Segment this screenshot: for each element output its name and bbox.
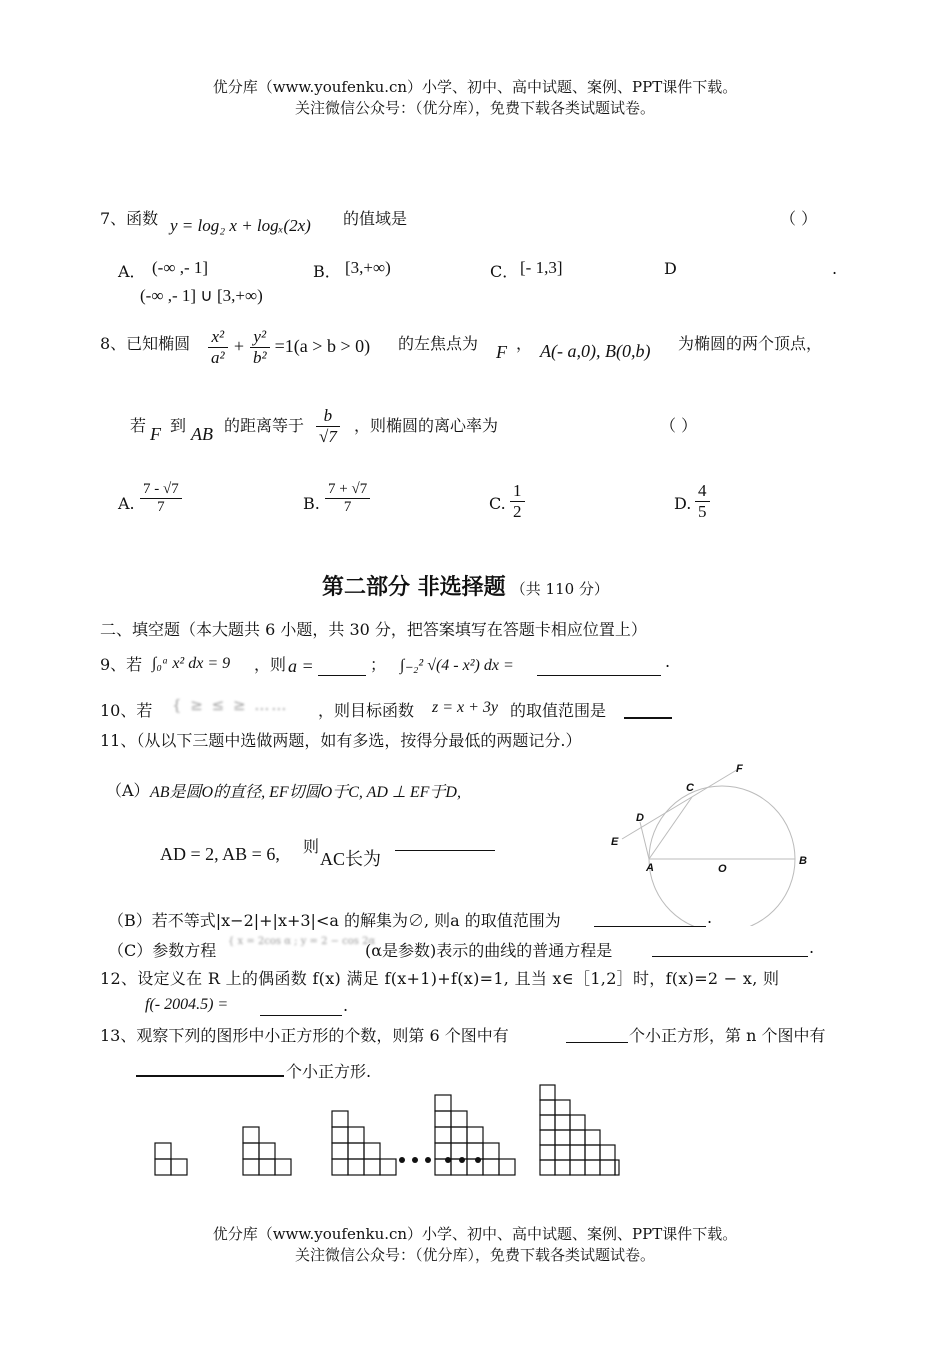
q12-line2: f(- 2004.5) = [145, 996, 229, 1013]
staircase-figure-3 [332, 1111, 396, 1175]
q8-option-d-label: D. [674, 494, 692, 513]
q8-option-a-label: A. [118, 494, 135, 513]
q10-blank[interactable] [624, 703, 672, 719]
q7-prefix: 7、函数 [100, 209, 159, 228]
q9-prefix: 9、若 [100, 655, 143, 674]
q11-b-blank[interactable] [594, 912, 706, 927]
q11-b-text: （B）若不等式|x−2|+|x+3|<a 的解集为∅, 则a 的取值范围为 [108, 911, 561, 930]
q11-a-then: 则 [303, 837, 320, 856]
q11-intro: 11、（从以下三题中选做两题，如有多选，按得分最低的两题记分.） [100, 731, 582, 750]
q9-integral1: ∫₀ᵃ x² dx = 9 [152, 655, 231, 672]
q11-c-blank[interactable] [652, 942, 808, 957]
label-a: A [646, 862, 654, 874]
q11-c-system: { x = 2cos α ; y = 2 − cos 2α [228, 936, 376, 947]
q11-a-blank[interactable] [395, 836, 495, 851]
staircase-figures [150, 1080, 620, 1180]
q9-blank-a[interactable] [318, 660, 366, 676]
footer-line-2: 关注微信公众号：（优分库），免费下载各类试题试卷。 [294, 1246, 655, 1264]
q12-blank[interactable] [260, 1000, 342, 1016]
staircase-figure-2 [243, 1127, 291, 1175]
staircase-figure-4 [435, 1095, 515, 1175]
header-line-2: 关注微信公众号：（优分库），免费下载各类试题试卷。 [294, 99, 655, 117]
q11-a-line2: AD = 2, AB = 6, [160, 844, 280, 864]
q8-mid: 的左焦点为 [398, 334, 479, 353]
label-b: B [799, 855, 807, 867]
q8-line2-prefix: 若 [130, 416, 147, 435]
q10-suffix: 的取值范围是 [510, 701, 607, 720]
q9-then: ，则 [254, 655, 287, 674]
section2-heading: 二、填空题（本大题共 6 小题，共 30 分，把答案填写在答题卡相应位置上） [100, 620, 647, 639]
q7-option-b: [3,+∞) [345, 258, 391, 277]
q7-option-a-label: A． [118, 262, 146, 281]
q10-objective-function: z = x + 3y [432, 699, 499, 716]
label-e: E [611, 836, 619, 848]
q9-blank-integral[interactable] [537, 660, 661, 676]
q8-distance-fraction: $\frac{b}{√7}$ [316, 406, 340, 447]
q11-a-text: AB是圆O的直径, EF切圆O于C, AD ⊥ EF于D, [150, 784, 461, 801]
q7-suffix: 的值域是 [343, 209, 408, 228]
q11-c-end: . [809, 938, 815, 957]
q8-option-d: $\frac{4}{5}$ [695, 481, 710, 522]
q7-answer-paren: （ ） [780, 209, 818, 228]
q8-option-c: $\frac{1}{2}$ [510, 481, 525, 522]
q9-semicolon: ； [370, 655, 387, 674]
q13-blank-6th[interactable] [566, 1027, 628, 1043]
q8-focus-f: F [496, 342, 507, 362]
segment-ad [640, 822, 649, 859]
q11-a-ask: AC长为 [320, 849, 382, 869]
q7-formula: y = log₂ x + logₓ(2x) [170, 216, 311, 235]
q7-option-c-label: C． [490, 262, 519, 281]
staircase-figure-5 [540, 1085, 619, 1175]
part2-title: 第二部分 非选择题 [322, 575, 506, 600]
q13-blank-nth[interactable] [136, 1060, 284, 1077]
q8-option-c-label: C. [489, 494, 506, 513]
q11-c-text: (α是参数)表示的曲线的普通方程是 [365, 941, 613, 960]
q8-line2-mid: 的距离等于 [224, 416, 305, 435]
q8-line2-f: F [150, 424, 161, 444]
q9-integral2: ∫₋₂² √(4 - x²) dx = [400, 657, 514, 674]
q8-points: A(- a,0), B(0,b) [540, 341, 651, 361]
q7-option-c: [- 1,3] [520, 258, 563, 277]
header-line-1: 优分库（www.youfenku.cn）小学、初中、高中试题、案例、PPT课件下载。 [212, 78, 738, 96]
q8-fraction-x: $\frac{\text{x²}}{\text{a²}}$ [208, 327, 228, 368]
q8-line2-to: 到 [170, 416, 187, 435]
tangent-ef [622, 768, 740, 839]
q13-line2: 个小正方形. [286, 1062, 372, 1081]
part2-heading [322, 570, 609, 601]
q8-comma: ， [516, 334, 533, 353]
circle-o [649, 786, 795, 926]
q9-end: . [665, 652, 671, 671]
label-o: O [718, 863, 727, 875]
q7-option-d-dot: . [832, 259, 838, 278]
q10-mid: ，则目标函数 [318, 701, 415, 720]
q7-option-d: (-∞ ,- 1] ∪ [3,+∞) [140, 286, 263, 305]
ellipsis-dots [399, 1157, 481, 1163]
q13-line1-b: 个小正方形，第 n 个图中有 [629, 1026, 826, 1045]
q12-line1: 12、设定义在 R 上的偶函数 f(x) 满足 f(x+1)+f(x)=1, 且当 x∈［1,2］时，f(x)=2 − x, 则 [100, 969, 780, 988]
q8-suffix: 为椭圆的两个顶点， [678, 334, 823, 353]
q10-constraint-system: { ≥ ≤ ≥ …… [172, 696, 289, 714]
q8-prefix: 8、已知椭圆 [100, 334, 191, 353]
label-c: C [686, 782, 694, 794]
q8-option-b: $\frac{7 + √7}{7}$ [325, 481, 370, 516]
label-d: D [636, 812, 644, 824]
q8-option-b-label: B. [303, 494, 320, 513]
q7-option-d-label: D [664, 259, 677, 278]
circle-tangent-figure [600, 756, 820, 926]
part2-score: （共 110 分） [510, 580, 609, 598]
q8-option-a: $\frac{7 - √7}{7}$ [140, 481, 182, 516]
q11-c-prefix: （C）参数方程 [108, 941, 217, 960]
staircase-figure-1 [155, 1143, 187, 1175]
footer-line-1: 优分库（www.youfenku.cn）小学、初中、高中试题、案例、PPT课件下载。 [212, 1225, 738, 1243]
q7-option-a: (-∞ ,- 1] [152, 258, 209, 277]
q10-prefix: 10、若 [100, 701, 153, 720]
q12-end: . [343, 996, 349, 1015]
q8-fraction-y: $\frac{\text{y²}}{\text{b²}}$ [250, 327, 270, 368]
label-f: F [736, 763, 743, 775]
q11-a-label: （A） [106, 781, 150, 800]
q11-b-end: . [707, 908, 713, 927]
q9-a-eq: a = [288, 656, 314, 676]
q8-line2-suffix: ，则椭圆的离心率为 [354, 416, 499, 435]
q7-option-b-label: B． [313, 262, 341, 281]
q8-ellipse-equation: $\frac{\text{x²}}{\text{a²}}$ + $\frac{\text{y²}}{\text{b²}}$ =1(a > b > 0) [208, 327, 370, 368]
q8-answer-paren: （ ） [660, 416, 698, 435]
q13-line1-a: 13、观察下列的图形中小正方形的个数，则第 6 个图中有 [100, 1026, 509, 1045]
q8-line2-ab: AB [191, 424, 213, 444]
